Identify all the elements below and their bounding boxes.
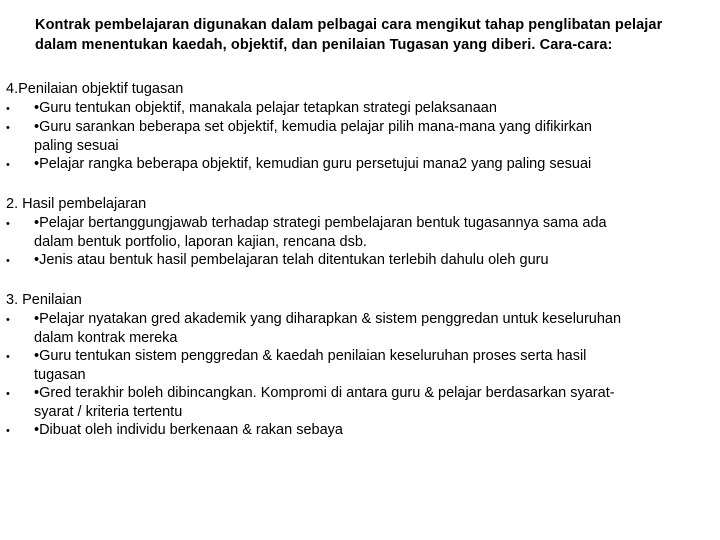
list-item-text: •Gred terakhir boleh dibincangkan. Kompromi di antara guru & pelajar berdasarkan syarat- xyxy=(34,385,615,401)
list-item-text: syarat / kriteria tertentu xyxy=(34,404,183,420)
list-item xyxy=(6,118,716,155)
list-item-text: tugasan xyxy=(34,367,86,383)
bullet-marker: • xyxy=(6,425,10,437)
bullet-marker: • xyxy=(6,122,10,134)
intro-line: dalam menentukan kaedah, objektif, dan penilaian Tugasan yang diberi. Cara-cara: xyxy=(35,37,613,53)
section-3 xyxy=(6,290,716,440)
list-item xyxy=(6,310,716,347)
list-item-text: dalam bentuk portfolio, laporan kajian, rencana dsb. xyxy=(34,234,367,250)
bullet-marker: • xyxy=(6,388,10,400)
list-item xyxy=(6,99,716,118)
list-item-text: •Jenis atau bentuk hasil pembelajaran telah ditentukan terlebih dahulu oleh guru xyxy=(34,252,549,268)
bullet-marker: • xyxy=(6,351,10,363)
bullet-list xyxy=(6,214,716,270)
list-item-text: •Pelajar bertanggungjawab terhadap strategi pembelajaran bentuk tugasannya sama ada xyxy=(34,215,607,231)
section-heading: 2. Hasil pembelajaran xyxy=(6,196,147,212)
list-item-text: •Dibuat oleh individu berkenaan & rakan sebaya xyxy=(34,422,343,438)
list-item-text: paling sesuai xyxy=(34,138,119,154)
section-2 xyxy=(6,194,716,270)
list-item xyxy=(6,421,716,440)
list-item xyxy=(6,251,716,270)
intro-paragraph xyxy=(35,15,715,55)
list-item-text: •Guru tentukan sistem penggredan & kaedah penilaian keseluruhan proses serta hasil xyxy=(34,348,587,364)
list-item xyxy=(6,155,716,174)
list-item xyxy=(6,347,716,384)
bullet-marker: • xyxy=(6,255,10,267)
list-item xyxy=(6,384,716,421)
bullet-marker: • xyxy=(6,218,10,230)
list-item xyxy=(6,214,716,251)
list-item-text: dalam kontrak mereka xyxy=(34,330,178,346)
sections-container xyxy=(6,79,716,460)
list-item-text: •Pelajar nyatakan gred akademik yang diharapkan & sistem penggredan untuk keseluruhan xyxy=(34,311,622,327)
bullet-list xyxy=(6,310,716,440)
list-item-text: •Guru tentukan objektif, manakala pelajar tetapkan strategi pelaksanaan xyxy=(34,100,497,116)
section-1 xyxy=(6,79,716,174)
list-item-text: •Guru sarankan beberapa set objektif, kemudia pelajar pilih mana-mana yang difikirkan xyxy=(34,119,592,135)
list-item-text: •Pelajar rangka beberapa objektif, kemudian guru persetujui mana2 yang paling sesuai xyxy=(34,156,592,172)
section-heading: 3. Penilaian xyxy=(6,292,82,308)
bullet-marker: • xyxy=(6,103,10,115)
bullet-marker: • xyxy=(6,159,10,171)
bullet-list xyxy=(6,99,716,174)
section-heading: 4.Penilaian objektif tugasan xyxy=(6,81,184,97)
bullet-marker: • xyxy=(6,314,10,326)
intro-line: Kontrak pembelajaran digunakan dalam pelbagai cara mengikut tahap penglibatan pelajar xyxy=(35,17,663,33)
